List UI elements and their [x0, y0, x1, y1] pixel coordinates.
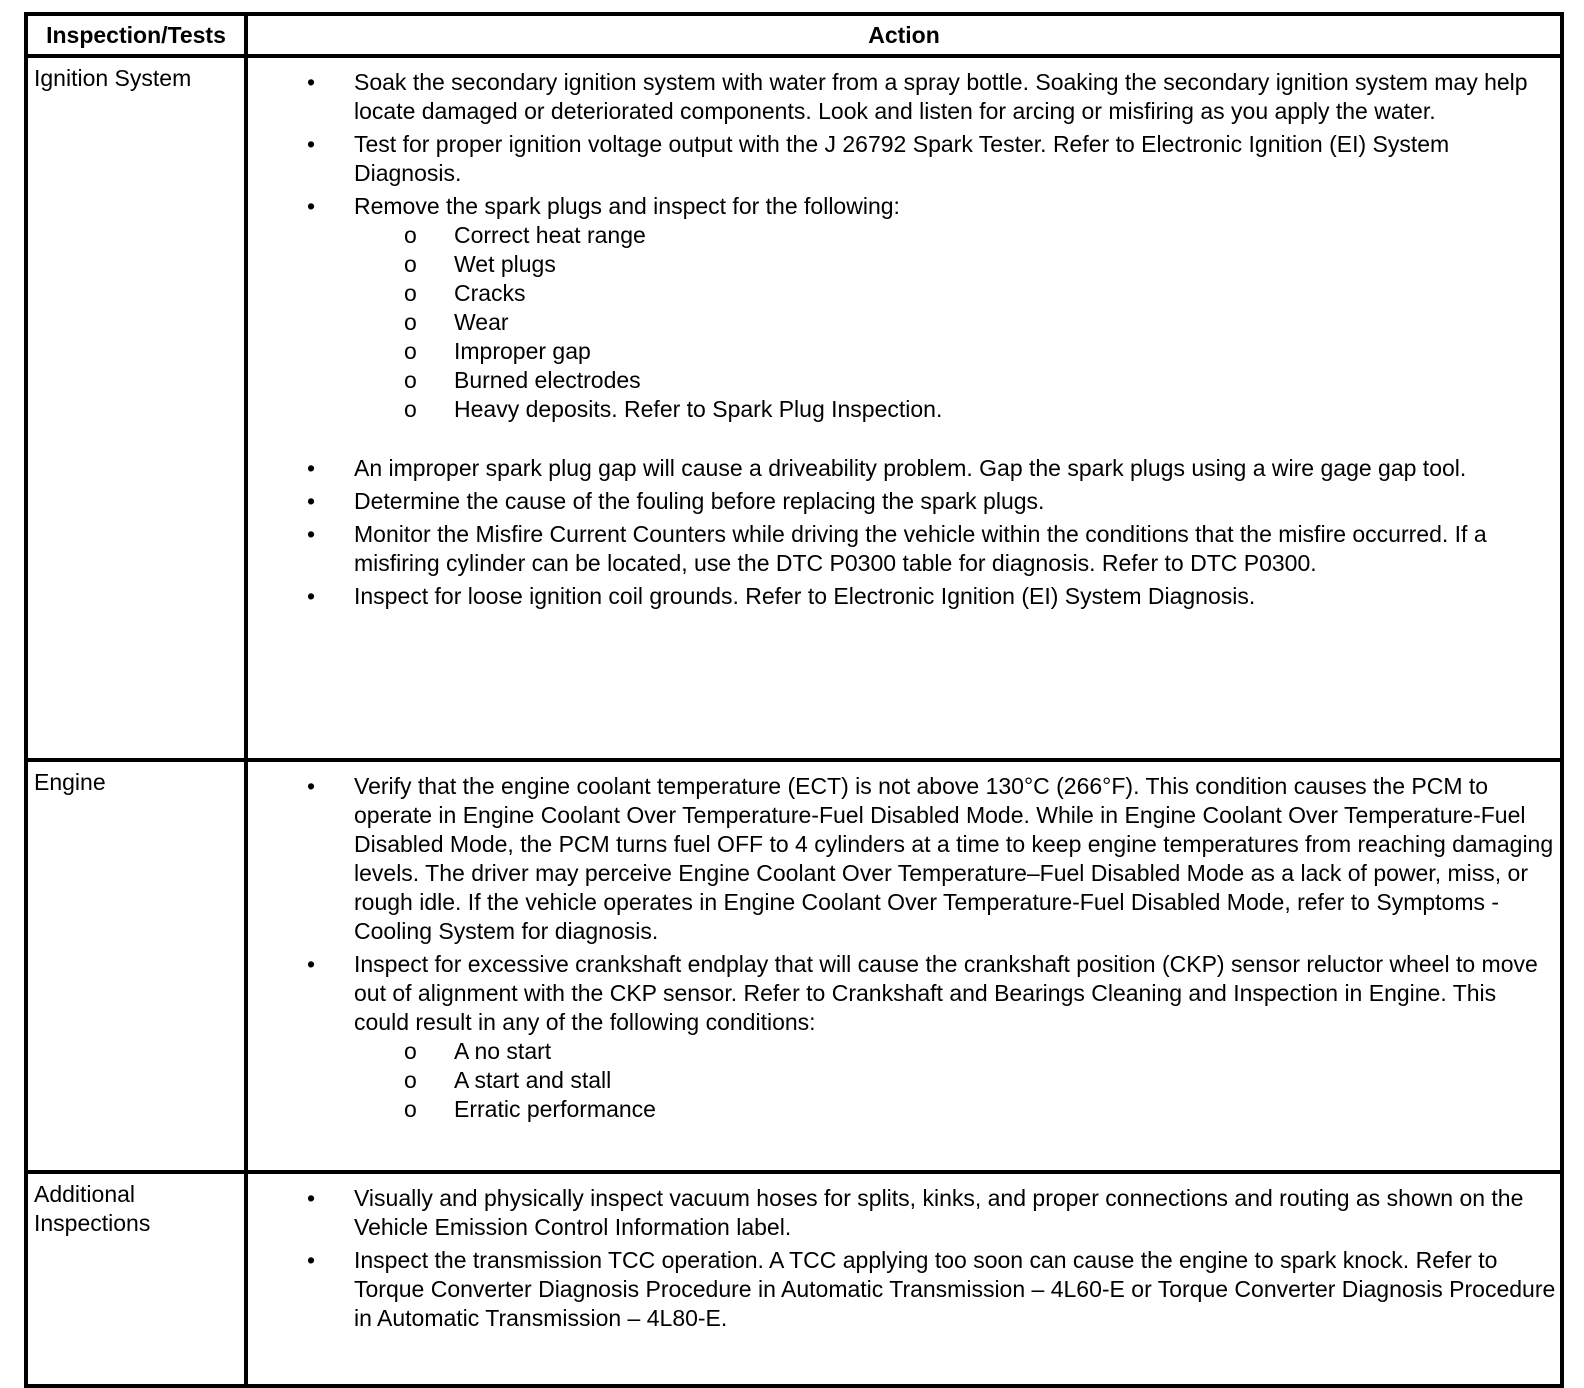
item-text: Visually and physically inspect vacuum hoses for splits, kinks, and proper connections and routing as shown on the Vehicle Emission Control Information label. — [354, 1185, 1524, 1240]
bullet-icon: • — [306, 583, 316, 609]
sub-item-text: A no start — [454, 1038, 552, 1064]
item-text: Inspect the transmission TCC operation. A TCC applying too soon can cause the engine to spark knock. Refer to Torque Converter Diagnosis Procedure in Automatic Transmission – 4L60-E or Torque Converter Diagnosis Procedure in Automatic Transmission – 4L80-E. — [354, 1247, 1556, 1331]
item-text: Test for proper ignition voltage output with the J 26792 Spark Tester. Refer to Electronic Ignition (EI) System Diagnosis. — [354, 131, 1450, 186]
sub-item-text: Wet plugs — [454, 251, 556, 277]
list-item — [248, 130, 1560, 188]
item-text: Soak the secondary ignition system with water from a spray bottle. Soaking the secondary ignition system may help locate damaged or deteriorated components. Look and listen for arcing or misfiring as you apply the water. — [354, 69, 1528, 124]
item-text: Determine the cause of the fouling before replacing the spark plugs. — [354, 488, 1045, 514]
circle-bullet-icon: o — [404, 367, 417, 393]
bullet-icon: • — [306, 455, 316, 481]
circle-bullet-icon: o — [404, 222, 417, 248]
sub-item-text: A start and stall — [454, 1067, 612, 1093]
row-label: Ignition System — [26, 56, 246, 760]
header-action: Action — [246, 14, 1562, 56]
circle-bullet-icon: o — [404, 1096, 417, 1122]
sub-list-item — [354, 366, 1556, 395]
list-item — [248, 520, 1560, 578]
sub-list-item — [354, 1095, 1556, 1124]
item-text: Monitor the Misfire Current Counters while driving the vehicle within the conditions that the misfire occurred. If a misfiring cylinder can be located, use the DTC P0300 table for diagnosis. Refer to DTC P0300. — [354, 521, 1487, 576]
sub-item-text: Heavy deposits. Refer to Spark Plug Inspection. — [454, 396, 943, 422]
sub-list-item — [354, 1066, 1556, 1095]
bullet-icon: • — [306, 131, 316, 157]
item-text: Inspect for excessive crankshaft endplay that will cause the crankshaft position (CKP) sensor reluctor wheel to move out of alignment with the CKP sensor. Refer to Crankshaft and Bearings Cleaning and Inspection in Engine. This could result in any of the following conditions: — [354, 951, 1538, 1035]
action-cell — [246, 56, 1562, 760]
circle-bullet-icon: o — [404, 251, 417, 277]
bullet-icon: • — [306, 1247, 316, 1273]
circle-bullet-icon: o — [404, 338, 417, 364]
sub-item-text: Correct heat range — [454, 222, 646, 248]
list-item — [248, 1184, 1560, 1242]
circle-bullet-icon: o — [404, 1038, 417, 1064]
list-item — [248, 1246, 1560, 1333]
bullet-icon: • — [306, 1185, 316, 1211]
sub-item-text: Burned electrodes — [454, 367, 641, 393]
sub-list-item — [354, 337, 1556, 366]
spacer — [354, 424, 1556, 450]
item-text: Remove the spark plugs and inspect for the following: — [354, 193, 900, 219]
sub-item-text: Erratic performance — [454, 1096, 656, 1122]
sub-item-text: Cracks — [454, 280, 526, 306]
bullet-icon: • — [306, 69, 316, 95]
circle-bullet-icon: o — [404, 280, 417, 306]
sub-list-item — [354, 250, 1556, 279]
row-label: Engine — [26, 760, 246, 1172]
bullet-icon: • — [306, 773, 316, 799]
action-list — [248, 772, 1560, 1124]
header-inspection-tests: Inspection/Tests — [26, 14, 246, 56]
bullet-icon: • — [306, 193, 316, 219]
table-row-additional-inspections — [26, 1172, 1562, 1386]
bullet-icon: • — [306, 488, 316, 514]
sub-list-item — [354, 1037, 1556, 1066]
table-row-engine — [26, 760, 1562, 1172]
list-item — [248, 192, 1560, 450]
circle-bullet-icon: o — [404, 309, 417, 335]
item-text: An improper spark plug gap will cause a driveability problem. Gap the spark plugs using a wire gage gap tool. — [354, 455, 1467, 481]
item-text: Verify that the engine coolant temperature (ECT) is not above 130°C (266°F). This condition causes the PCM to operate in Engine Coolant Over Temperature-Fuel Disabled Mode. While in Engine Coolant Over Temperature-Fuel Disabled Mode, the PCM turns fuel OFF to 4 cylinders at a time to keep engine temperatures from reaching damaging levels. The driver may perceive Engine Coolant Over Temperature–Fuel Disabled Mode as a lack of power, miss, or rough idle. If the vehicle operates in Engine Coolant Over Temperature-Fuel Disabled Mode, refer to Symptoms - Cooling System for diagnosis. — [354, 773, 1554, 944]
sub-list-item — [354, 279, 1556, 308]
table-row-ignition-system — [26, 56, 1562, 760]
bullet-icon: • — [306, 951, 316, 977]
bullet-icon: • — [306, 521, 316, 547]
sub-list — [354, 1037, 1556, 1124]
sub-item-text: Improper gap — [454, 338, 591, 364]
list-item — [248, 582, 1560, 611]
header-row — [26, 14, 1562, 56]
sub-list-item — [354, 395, 1556, 424]
circle-bullet-icon: o — [404, 1067, 417, 1093]
sub-list-item — [354, 221, 1556, 250]
action-cell — [246, 760, 1562, 1172]
inspection-table — [24, 12, 1564, 1388]
action-cell — [246, 1172, 1562, 1386]
list-item — [248, 950, 1560, 1124]
item-text: Inspect for loose ignition coil grounds. Refer to Electronic Ignition (EI) System Diagnosis. — [354, 583, 1256, 609]
circle-bullet-icon: o — [404, 396, 417, 422]
sub-list — [354, 221, 1556, 424]
list-item — [248, 487, 1560, 516]
list-item — [248, 454, 1560, 483]
action-list — [248, 1184, 1560, 1333]
action-list — [248, 68, 1560, 611]
sub-item-text: Wear — [454, 309, 509, 335]
sub-list-item — [354, 308, 1556, 337]
list-item — [248, 772, 1560, 946]
row-label: Additional Inspections — [26, 1172, 246, 1386]
list-item — [248, 68, 1560, 126]
